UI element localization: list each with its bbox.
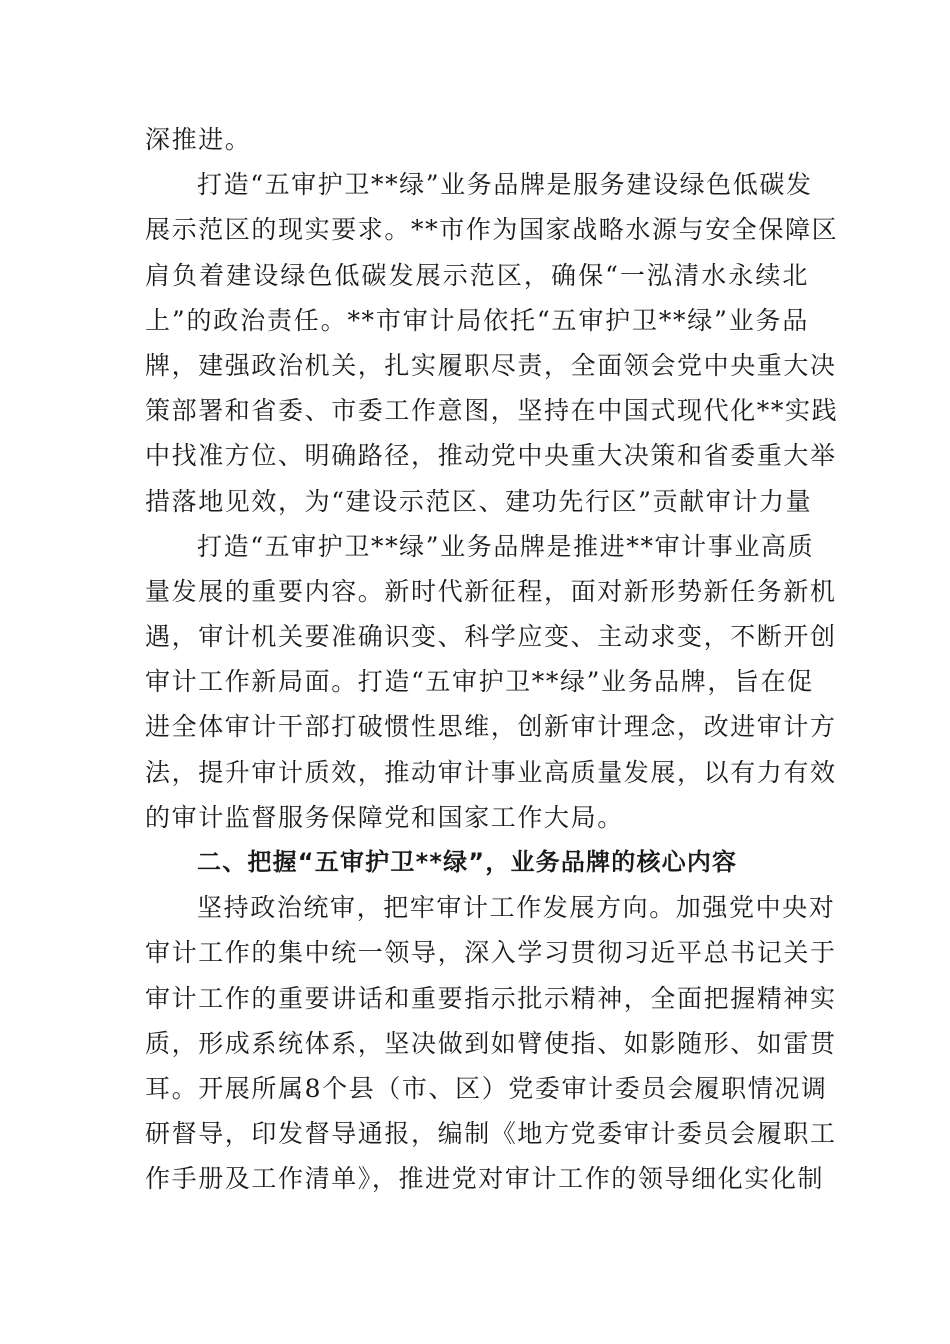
text-line: 量发展的重要内容。新时代新征程，面对新形势新任务新机 [145,576,837,606]
paragraph-high-quality-development [145,524,837,840]
text-line: 质，形成系统体系，坚决做到如臂使指、如影随形、如雷贯 [145,1028,837,1058]
paragraph-continuation [145,117,809,162]
text-line: 牌，建强政治机关，扎实履职尽责，全面领会党中央重大决 [145,350,837,380]
text-line: 展示范区的现实要求。**市作为国家战略水源与安全保障区 [145,215,839,245]
text-line: 审计工作的重要讲话和重要指示批示精神，全面把握精神实 [145,983,837,1013]
text-line: 研督导，印发督导通报，编制《地方党委审计委员会履职工 [145,1119,837,1149]
text-line: 坚持政治统审，把牢审计工作发展方向。加强党中央对 [197,893,836,923]
text-line: 上”的政治责任。**市审计局依托“五审护卫**绿”业务品 [145,305,809,335]
paragraph-green-demonstration-zone [145,162,839,524]
text-line: 审计工作的集中统一领导，深入学习贯彻习近平总书记关于 [145,938,837,968]
text-line: 打造“五审护卫**绿”业务品牌是推进**审计事业高质 [197,531,815,561]
text-line: 打造“五审护卫**绿”业务品牌是服务建设绿色低碳发 [197,170,813,200]
document-body [145,117,839,1202]
text-line: 深推进。 [145,125,252,154]
text-line: 进全体审计干部打破惯性思维，创新审计理念，改进审计方 [145,712,837,742]
text-line: 审计工作新局面。打造“五审护卫**绿”业务品牌，旨在促 [145,667,814,697]
text-line: 肩负着建设绿色低碳发展示范区，确保“一泓清水永续北 [145,260,809,290]
text-line: 遇，审计机关要准确识变、科学应变、主动求变，不断开创 [145,622,837,652]
text-line: 措落地见效，为“建设示范区、建功先行区”贡献审计力量 [145,486,813,516]
paragraph-political-audit [145,885,837,1201]
section-heading: 二、把握“五审护卫**绿”，业务品牌的核心内容 [197,848,738,876]
text-line: 中找准方位、明确路径，推动党中央重大决策和省委重大举 [145,441,837,471]
text-line: 作手册及工作清单》，推进党对审计工作的领导细化实化制 [145,1164,825,1194]
text-line: 耳。开展所属8个县（市、区）党委审计委员会履职情况调 [145,1073,828,1103]
text-line: 的审计监督服务保障党和国家工作大局。 [145,802,624,832]
text-line: 策部署和省委、市委工作意图，坚持在中国式现代化**实践 [145,396,839,426]
text-line: 法，提升审计质效，推动审计事业高质量发展，以有力有效 [145,757,837,787]
